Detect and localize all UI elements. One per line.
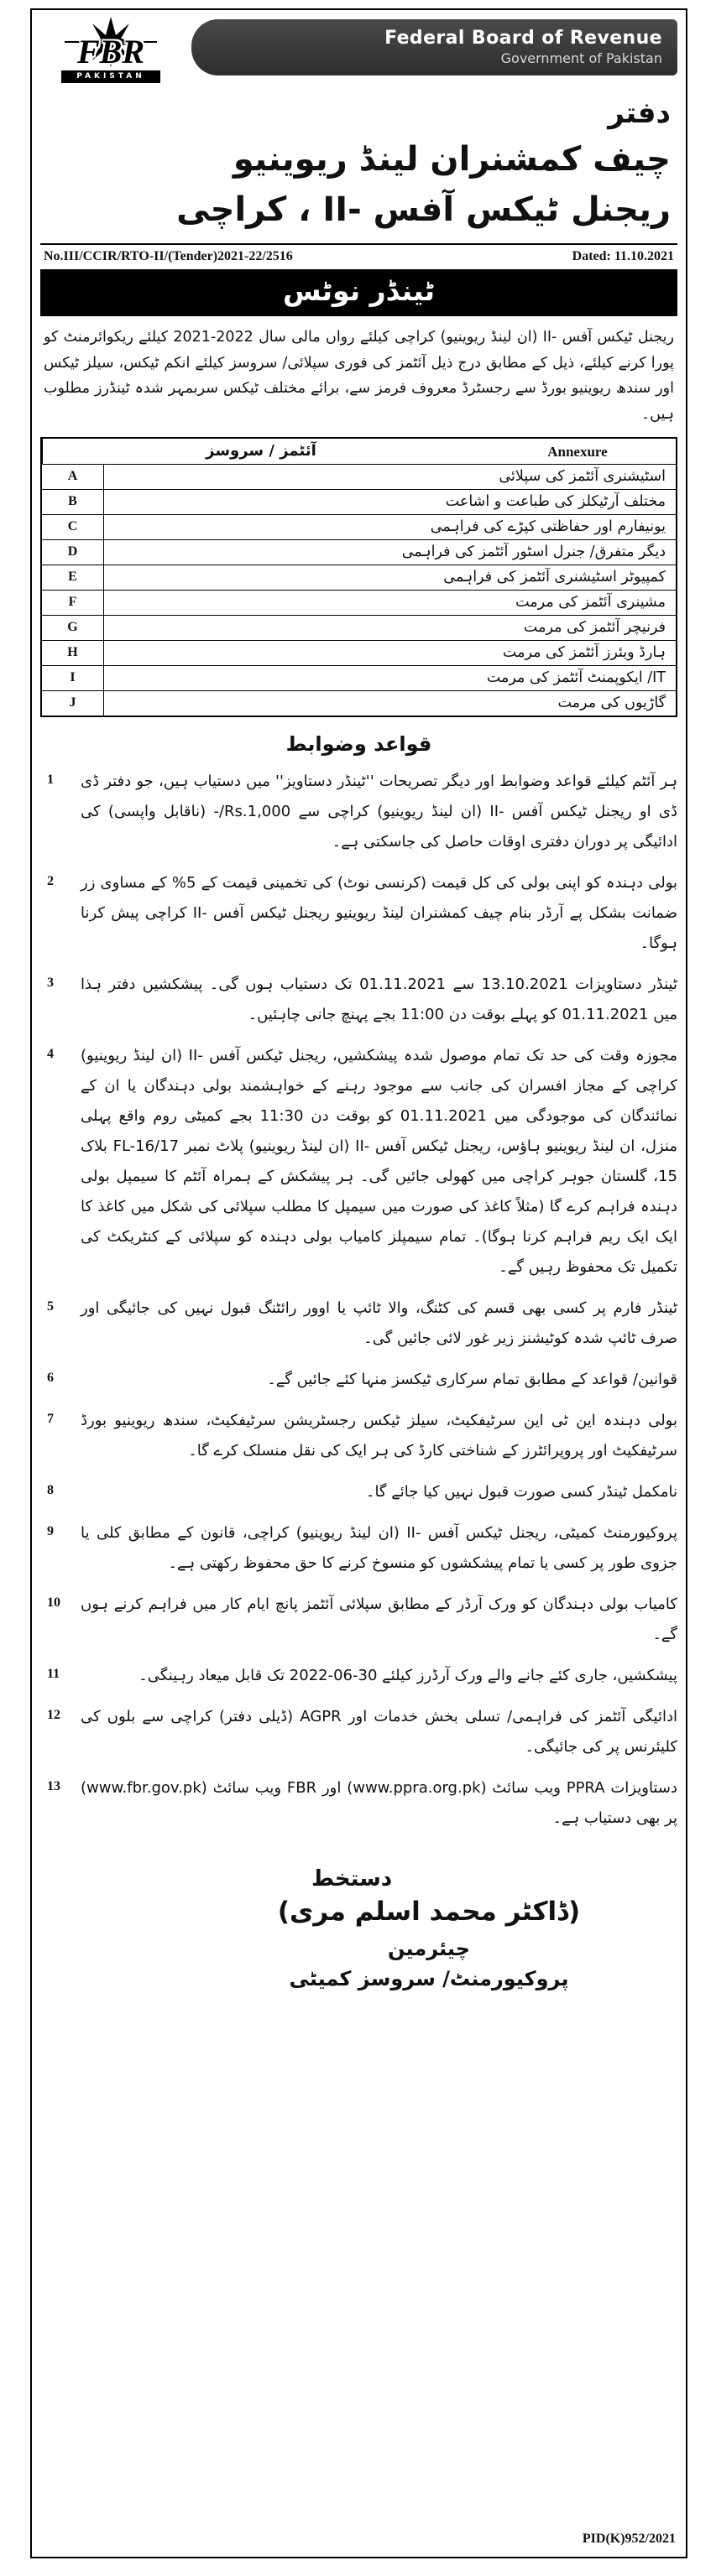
rule-number: 10: [47, 1595, 60, 1611]
rule-item: [40, 1702, 677, 1762]
rule-number: 6: [47, 1371, 54, 1386]
item-cell: IT/ ایکوپمنٹ آئٹمز کی مرمت: [486, 669, 666, 687]
rule-text: نامکمل ٹینڈر کسی صورت قبول نہیں کیا جائے گا۔: [365, 1483, 677, 1501]
rule-item: [40, 1590, 677, 1650]
rules-heading: قواعد وضوابط: [285, 732, 432, 757]
table-row: [42, 590, 676, 615]
logo-acronym: FBR: [76, 33, 145, 70]
rule-item: [40, 1041, 677, 1283]
annexure-cell: B: [42, 490, 104, 514]
document-frame: [30, 8, 687, 2558]
table-row: [42, 539, 676, 565]
rule-text: ہر آئٹم کیلئے قواعد وضوابط اور دیگر تصریحات ''ٹینڈر دستاویز'' میں دستیاب ہیں، جو دفتر ڈی ڈی او ریجنل ٹیکس آفس -II (ان لینڈ ریوینیو) کراچی سے Rs.1,000/- (ناقابل واپسی) کی ادائیگی پر دوران دفتری اوقات حاصل کی جاسکتی ہے۔: [81, 773, 678, 851]
annexure-cell: E: [42, 565, 104, 590]
table-row: [42, 464, 676, 489]
rule-item: [40, 767, 677, 857]
table-row: [42, 514, 676, 539]
item-cell: مختلف آرٹیکلز کی طباعت و اشاعت: [445, 493, 666, 511]
signature-block: [261, 1866, 597, 1994]
rule-item: [40, 1773, 677, 1834]
annexure-cell: C: [42, 515, 104, 539]
pid-number: PID(K)952/2021: [582, 2532, 676, 2546]
item-cell: مشینری آئٹمز کی مرمت: [515, 594, 666, 611]
reference-number: No.III/CCIR/RTO-II/(Tender)2021-22/2516: [44, 249, 293, 264]
rule-number: 2: [47, 874, 54, 889]
rule-number: 5: [47, 1299, 54, 1314]
rule-item: [40, 1406, 677, 1466]
fbr-logo: [40, 17, 181, 83]
item-cell: فرنیچر آئٹمز کی مرمت: [523, 619, 666, 637]
table-header-row: [42, 439, 676, 464]
rule-item: [40, 1661, 677, 1691]
rule-text: ٹینڈر دستاویزات 13.10.2021 سے 01.11.2021 تک دستیاب ہوں گی۔ پیشکشیں دفتر ہذا میں 01.11.2021 کو پہلے بوقت دن 11:00 بجے پہنچ جانی چاہئیں۔: [81, 976, 678, 1024]
pid-row: [40, 2516, 677, 2548]
annexure-cell: H: [42, 641, 104, 665]
annexure-cell: A: [42, 465, 104, 489]
signature-label: دستخط: [311, 1866, 393, 1892]
intro-paragraph: ریجنل ٹیکس آفس -II (ان لینڈ ریوینیو) کراچی کیلئے رواں مالی سال 2022-2021 کیلئے ریکوائرمنٹ کو پورا کرنے کیلئے، ذیل کے مطابق درج ذیل آئٹمز کی فوری سپلائی/ سروسز کیلئے انکم ٹیکس، سیلز ٹیکس اور سندھ ریوینیو بورڈ سے رجسٹرڈ معروف فرمز سے، برائے مختلف ٹیکس سربمہر شدہ ٹینڈرز مطلوب ہیں۔: [44, 328, 674, 423]
signatory-name: (ڈاکٹر محمد اسلم مری): [277, 1897, 581, 1928]
rule-number: 7: [47, 1412, 54, 1427]
annexure-cell: F: [42, 591, 104, 615]
rule-number: 1: [47, 773, 54, 788]
item-cell: یونیفارم اور حفاظتی کپڑے کی فراہمی: [430, 518, 666, 536]
rule-text: پروکیورمنٹ کمیٹی، ریجنل ٹیکس آفس -II (ان لینڈ ریوینیو) کراچی، قانون کے مطابق کلی یا جزوی طور پر کسی یا تمام پیشکشوں کو منسوخ کرنے کا حق محفوظ رکھتی ہے۔: [81, 1524, 677, 1573]
item-cell: دیگر متفرق/ جنرل اسٹور آئٹمز کی فراہمی: [401, 544, 666, 561]
item-cell: اسٹیشنری آئٹمز کی سپلائی: [499, 468, 666, 486]
rule-item: [40, 1518, 677, 1579]
item-cell: گاڑیوں کی مرمت: [557, 695, 666, 712]
annexure-cell: I: [42, 666, 104, 690]
reference-date: Dated: 11.10.2021: [572, 249, 674, 264]
reference-row: [40, 243, 677, 269]
rule-text: کامیاب بولی دہندگان کو ورک آرڈر کے مطابق سپلائی آئٹمز پانچ ایام کار میں فراہم کرنے ہوں گے۔: [81, 1595, 677, 1644]
table-row: [42, 615, 676, 640]
org-subtitle: Government of Pakistan: [500, 49, 662, 66]
rule-text: قوانین/ قواعد کے مطابق تمام سرکاری ٹیکسز منہا کئے جائیں گے۔: [267, 1371, 677, 1389]
annexure-cell: D: [42, 540, 104, 565]
rule-number: 11: [47, 1667, 60, 1682]
annexure-header-cell: Annexure: [547, 444, 608, 461]
signatory-committee: پروکیورمنٹ/ سروسز کمیٹی: [289, 1966, 569, 1991]
rule-item: [40, 1477, 677, 1507]
table-row: [42, 640, 676, 665]
rules-list: [40, 761, 677, 1845]
items-table: [40, 437, 677, 717]
title-line-chief-commissioners: چیف کمشنران لینڈ ریوینیو: [233, 140, 671, 180]
signatory-title: چیئرمین: [387, 1936, 471, 1960]
tender-notice-banner: ٹینڈر نوٹس: [40, 269, 677, 316]
rule-number: 9: [47, 1524, 54, 1539]
rule-number: 4: [47, 1047, 54, 1062]
logo-country-label: PAKISTAN: [61, 70, 160, 83]
rule-text: بولی دہندہ این ٹی این سرٹیفکیٹ، سیلز ٹیکس رجسٹریشن سرٹیفکیٹ، سندھ ریوینیو بورڈ سرٹیفکیٹ اور پروپرائٹرز کے شناختی کارڈ کی ہر ایک کی نقل منسلک کرے گا۔: [81, 1412, 677, 1460]
rule-item: [40, 1293, 677, 1354]
items-header-cell: آئٹمز / سروسز: [42, 439, 479, 464]
rule-text: بولی دہندہ کو اپنی بولی کی کل قیمت (کرنسی نوٹ) کی تخمینی قیمت کے 5% کے مساوی زر ضمانت بشکل پے آرڈر بنام چیف کمشنران لینڈ ریوینیو ریجنل ٹیکس آفس -II کراچی پیش کرنا ہوگا۔: [81, 874, 678, 953]
org-banner: [191, 19, 677, 75]
rule-text: مجوزہ وقت کی حد تک تمام موصول شدہ پیشکشیں، ریجنل ٹیکس آفس -II (ان لینڈ ریوینیو) کراچی کے مجاز افسران کی جانب سے موجود رہنے کے خواہشمند بولی دہندگان یا ان کے نمائندگان کی موجودگی میں 01.11.2021 کو بوقت دن 11:30 بجے کمیٹی روم واقع پہلی منزل، ان لینڈ ریوینیو ہاؤس، ریجنل ٹیکس آفس -II (ان لینڈ ریوینیو) پلاٹ نمبر FL-16/17 بلاک 15، گلستان جوہر کراچی میں کھولی جائیں گی۔ ہر پیشکش کے ہمراہ آئٹم کا سیمپل بولی دہندہ فراہم کرے گا (مثلاً کاغذ کی صورت میں سیمپل کا مطلب سپلائی کی شکل میں کاغذ کا ایک ایک ریم فراہم کرنا ہوگا)۔ تمام سیمپلز کامیاب بولی دہندہ کو سپلائی کے کنٹریکٹ کی تکمیل تک محفوظ رہیں گے۔: [81, 1047, 677, 1277]
rule-text: دستاویزات PPRA ویب سائٹ (www.ppra.org.pk) اور FBR ویب سائٹ (www.fbr.gov.pk) پر بھی دستیاب ہے۔: [81, 1779, 677, 1828]
rule-item: [40, 1365, 677, 1395]
rule-text: پیشکشیں، جاری کئے جانے والے ورک آرڈرز کیلئے 30-06-2022 تک قابل میعاد رہینگی۔: [138, 1667, 677, 1685]
document-header: [40, 15, 677, 88]
rule-number: 8: [47, 1483, 54, 1498]
table-row: [42, 489, 676, 514]
rule-text: ٹینڈر فارم پر کسی بھی قسم کی کٹنگ، والا ٹائپ یا اوور رائٹنگ قبول نہیں کی جائیگی اور صرف ٹائپ شدہ کوٹیشنز زیر غور لائی جائیں گی۔: [81, 1299, 677, 1348]
rule-text: ادائیگی آئٹمز کی فراہمی/ تسلی بخش خدمات اور AGPR (ڈیلی دفتر) کراچی سے بلوں کی کلیئرنس پر کی جائیگی۔: [81, 1708, 677, 1756]
rule-item: [40, 868, 677, 959]
title-block: [40, 88, 677, 243]
rule-item: [40, 970, 677, 1030]
annexure-cell: G: [42, 616, 104, 640]
rule-number: 3: [47, 976, 54, 991]
title-line-office: دفتر: [608, 96, 671, 130]
item-cell: ہارڈ ویئرز آئٹمز کی مرمت: [502, 644, 666, 662]
table-row: [42, 665, 676, 690]
org-name: Federal Board of Revenue: [384, 28, 662, 49]
annexure-cell: J: [42, 691, 104, 716]
table-row: [42, 690, 676, 716]
item-cell: کمپیوٹر اسٹیشنری آئٹمز کی فراہمی: [443, 569, 666, 586]
title-line-rto-karachi: ریجنل ٹیکس آفس -II ، کراچی: [176, 190, 671, 230]
rule-number: 12: [47, 1708, 60, 1723]
table-row: [42, 565, 676, 590]
rule-number: 13: [47, 1779, 60, 1794]
